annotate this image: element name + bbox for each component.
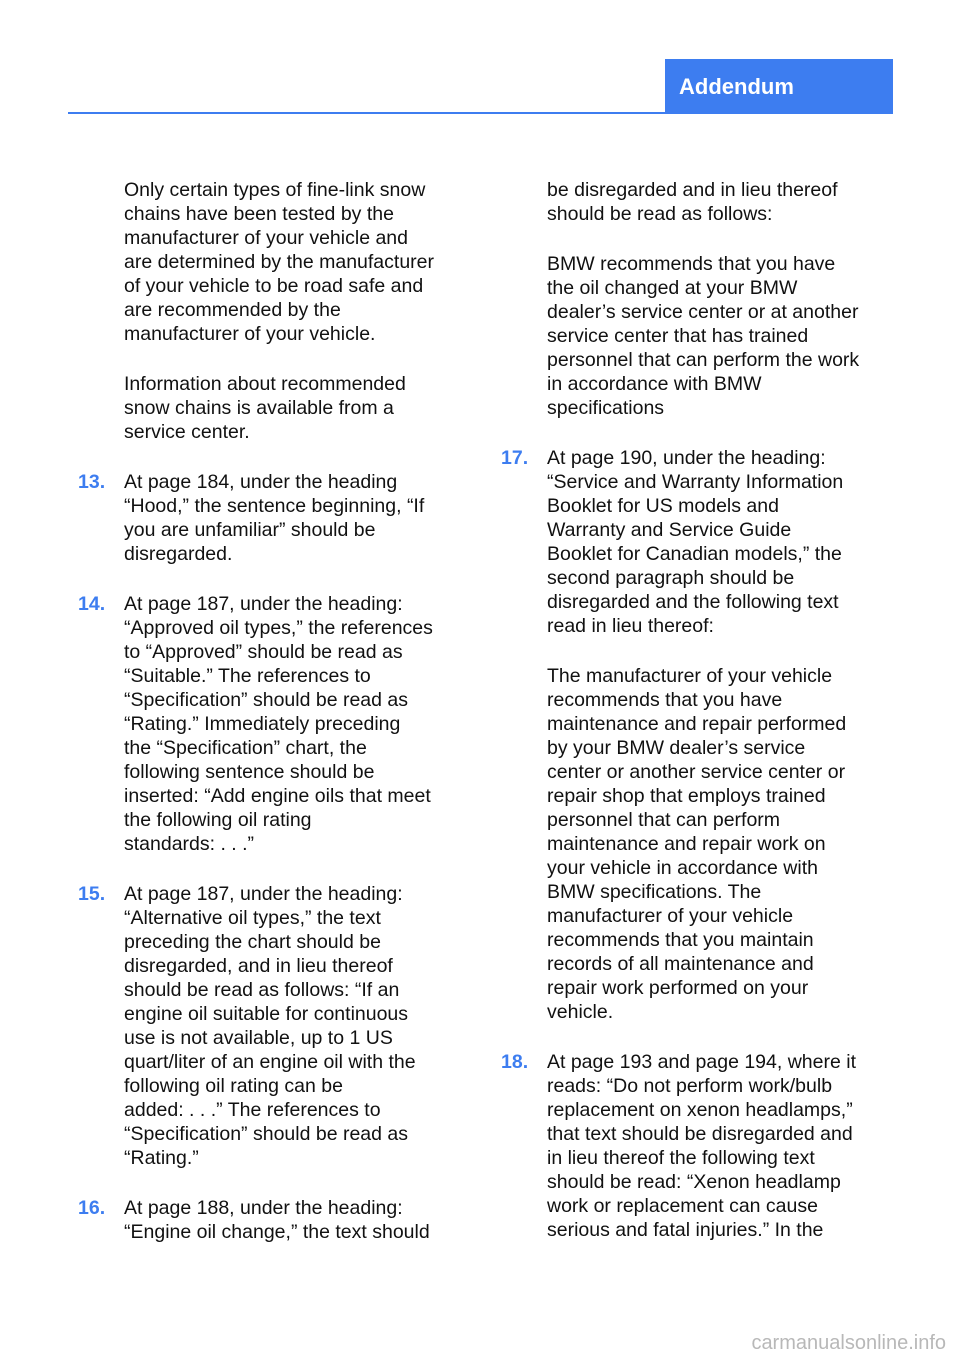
item-number: 15. — [78, 883, 106, 905]
paragraph: be disregarded and in lieu thereof should be read as follows: — [547, 179, 838, 225]
list-item — [501, 446, 886, 638]
left-column — [78, 178, 463, 1270]
paragraph: Information about recommended snow chains is available from a service center. — [124, 373, 406, 443]
item-number: 14. — [78, 593, 106, 615]
item-text: At page 193 and page 194, where it reads: “Do not perform work/bulb replacement on xenon headlamps,” that text should be disregarded and in lieu thereof the following text should be read: “Xenon headlamp work or replacement can cause serious and fatal injuries.” In the — [547, 1051, 856, 1241]
list-item — [501, 1050, 886, 1242]
section-tab: Addendum — [665, 59, 893, 114]
item-text: At page 190, under the heading: “Service and Warranty Information Booklet for US models and Warranty and Service Guide Booklet for Canadian models,” the second paragraph should be disregarded and the following text read in lieu thereof: — [547, 447, 844, 637]
list-item — [78, 1196, 463, 1244]
right-column — [501, 178, 886, 1268]
list-item — [78, 592, 463, 856]
list-item — [78, 882, 463, 1170]
item-text: At page 188, under the heading: “Engine oil change,” the text should — [124, 1197, 430, 1243]
item-number: 16. — [78, 1197, 106, 1219]
item-number: 17. — [501, 447, 529, 469]
item-text: At page 187, under the heading: “Alternative oil types,” the text preceding the chart should be disregarded, and in lieu thereof should be read as follows: “If an engine oil suitable for continuous use is not available, up to 1 US quart/liter of an engine oil with the following oil rating can be added: . . .” The references to “Specification” should be read as “Rating.” — [124, 883, 416, 1169]
list-item — [78, 470, 463, 566]
item-text: At page 184, under the heading “Hood,” the sentence beginning, “If you are unfamiliar” should be disregarded. — [124, 471, 425, 565]
paragraph: Only certain types of fine-link snow chains have been tested by the manufacturer of your vehicle and are determined by the manufacturer of your vehicle to be road safe and are recommended by the manufacturer of your vehicle. — [124, 179, 435, 345]
item-number: 18. — [501, 1051, 529, 1073]
item-number: 13. — [78, 471, 106, 493]
watermark: carmanualsonline.info — [751, 1332, 946, 1354]
paragraph: BMW recommends that you have the oil changed at your BMW dealer’s service center or at another service center that has trained personnel that can perform the work in accordance with BMW specifications — [547, 253, 860, 419]
item-text: At page 187, under the heading: “Approved oil types,” the references to “Approved” should be read as “Suitable.” The references to “Specification” should be read as “Rating.” Immediately preceding the “Specification” chart, the following sentence should be inserted: “Add engine oils that meet the following oil rating standards: . . .” — [124, 593, 433, 855]
paragraph: The manufacturer of your vehicle recommends that you have maintenance and repair performed by your BMW dealer’s service center or another service center or repair shop that employs trained personnel that can perform maintenance and repair work on your vehicle in accordance with BMW specifications. The manufacturer of your vehicle recommends that you maintain records of all maintenance and repair work performed on your vehicle. — [547, 665, 847, 1023]
